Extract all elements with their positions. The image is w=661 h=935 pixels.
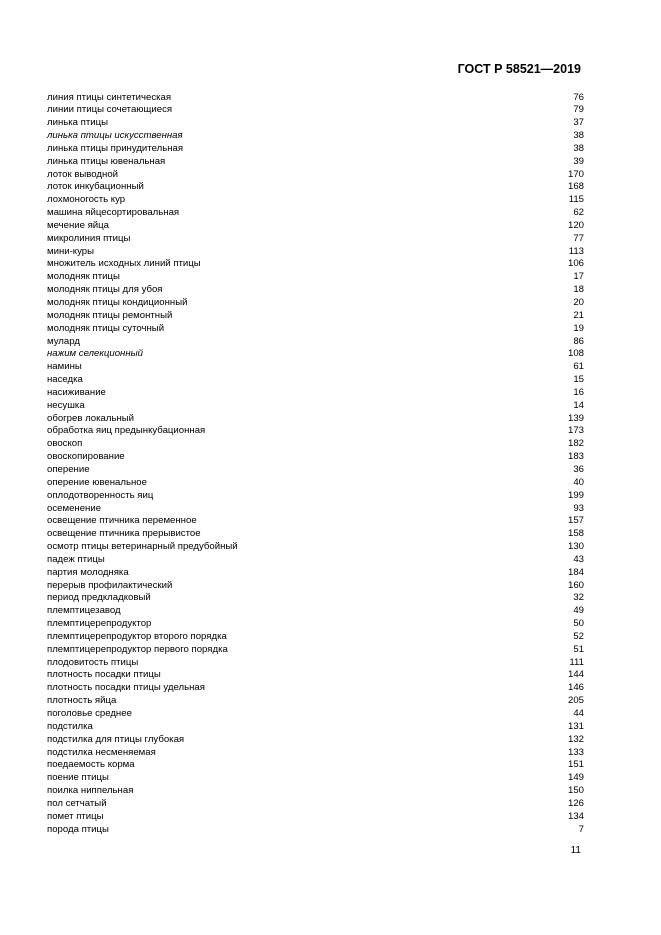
index-page-ref: 120 [567,219,584,231]
index-entry [47,759,584,772]
index-page-ref: 49 [573,605,584,617]
index-page-ref: 20 [573,297,584,308]
index-term: поедаемость корма [47,759,135,771]
index-term: оперение [47,463,90,475]
index-term: овоскоп [47,438,83,450]
index-page-ref: 183 [567,451,584,463]
index-term: перерыв профилактический [47,579,173,591]
index-entry [47,348,584,361]
index-page-ref: 19 [573,322,584,334]
index-entry [47,207,584,220]
index-term: лоток выводной [47,168,119,180]
index-entry [47,143,584,156]
index-term: период предкладковый [47,592,151,604]
index-term: мечение яйца [47,219,109,231]
index-page-ref: 111 [569,656,584,668]
index-page-ref: 173 [567,425,584,437]
index-page-ref: 21 [573,309,584,321]
index-term: молодняк птицы для убоя [47,284,163,296]
index-page-ref: 134 [567,810,584,822]
index-term: партия молодняка [47,566,129,578]
index-entry [47,438,584,451]
index-term: множитель исходных линий птицы [47,258,201,270]
index-term: плодовитость птицы [47,656,139,668]
index-page-ref: 184 [567,566,584,578]
index-page-ref: 15 [573,374,584,386]
index-entry [47,554,584,567]
index-term: лохмоногость кур [47,194,126,206]
index-term: намины [47,361,82,373]
index-entry [47,400,584,413]
index-page-ref: 93 [573,502,584,514]
index-page-ref: 43 [573,553,584,565]
index-entry [47,503,584,516]
index-term: линии птицы сочетающиеся [47,104,173,116]
index-page-ref: 113 [568,245,584,257]
index-page-ref: 144 [567,669,584,681]
index-term: линька птицы ювенальная [47,155,166,167]
index-page-ref: 160 [567,579,584,591]
index-entry [47,233,584,246]
index-page-ref: 7 [578,823,584,835]
index-term: плотность посадки птицы [47,669,161,681]
index-term: молодняк птицы ремонтный [47,309,173,321]
index-page-ref: 38 [573,142,584,154]
index-term: линька птицы [47,117,109,129]
index-term: освещение птичника переменное [47,515,197,527]
index-term: обработка яиц предынкубационная [47,425,206,437]
index-page-ref: 40 [573,476,584,488]
index-term: плотность яйца [47,695,117,707]
index-entry [47,387,584,400]
index-term: оперение ювенальное [47,476,147,488]
index-term: насиживание [47,386,106,398]
index-term: пол сетчатый [47,797,107,809]
index-page-ref: 44 [573,708,584,719]
index-entry [47,361,584,374]
index-entry [47,477,584,490]
index-page-ref: 115 [568,194,584,206]
index-entry [47,271,584,284]
index-page-ref: 37 [573,117,584,129]
index-page-ref: 130 [567,541,584,553]
index-entry [47,682,584,695]
index-page-ref: 149 [567,772,584,784]
index-entry [47,772,584,785]
index-term: лоток инкубационный [47,181,144,193]
index-page-ref: 61 [573,361,584,373]
index-page-ref: 38 [573,130,584,142]
index-page-ref: 14 [573,399,584,411]
page-number: 11 [570,845,581,856]
index-term: обогрев локальный [47,412,135,424]
index-entry [47,811,584,824]
index-entry [47,618,584,631]
index-term: поголовье среднее [47,708,132,719]
index-term: освещение птичника прерывистое [47,528,201,540]
index-entry [47,490,584,503]
index-entry [47,824,584,837]
index-entry [47,425,584,438]
index-entry [47,657,584,670]
index-page-ref: 17 [573,271,584,283]
index-entry [47,284,584,297]
index-entry [47,515,584,528]
index-term: наседка [47,374,83,386]
index-entry [47,567,584,580]
index-term: овоскопирование [47,451,125,463]
index-page-ref: 157 [567,515,584,527]
index-page-ref: 126 [567,797,584,809]
index-entry [47,798,584,811]
index-page-ref: 146 [567,682,584,694]
index-entry [47,246,584,259]
index-term: линия птицы синтетическая [47,91,172,103]
index-term: молодняк птицы [47,271,120,283]
index-page-ref: 62 [573,207,584,219]
index-term: мини-куры [47,245,95,257]
index-term: несушка [47,399,85,411]
index-page-ref: 182 [567,438,584,450]
document-code: ГОСТ Р 58521—2019 [457,62,581,76]
index-page-ref: 158 [567,528,584,540]
index-entry [47,310,584,323]
index-term: микролиния птицы [47,232,131,244]
index-entry [47,194,584,207]
index-term: поилка ниппельная [47,785,134,797]
index-page-ref: 168 [567,181,584,193]
index-entry [47,747,584,760]
index-page-ref: 79 [573,104,584,116]
index-entry [47,336,584,349]
index-page-ref: 170 [567,168,584,180]
index-entry [47,541,584,554]
index-entry [47,258,584,271]
index-entry [47,156,584,169]
index-entry [47,669,584,682]
index-page-ref: 32 [573,592,584,604]
index-term: плотность посадки птицы удельная [47,682,205,694]
index-entry [47,181,584,194]
index-entry [47,413,584,426]
index-term: подстилка [47,720,93,732]
index-page-ref: 16 [573,386,584,398]
index-entry [47,92,584,105]
index-entry [47,220,584,233]
index-term: племптицерепродуктор первого порядка [47,643,228,655]
index-page-ref: 77 [573,232,584,244]
index-page-ref: 205 [567,695,584,707]
index-entry [47,117,584,130]
index-entry [47,631,584,644]
index-entry [47,734,584,747]
index-term: племптицерепродуктор [47,618,152,630]
index-term: машина яйцесортировальная [47,207,180,219]
index-page-ref: 52 [573,630,584,642]
index-entry [47,451,584,464]
index-entry [47,374,584,387]
index-term: молодняк птицы кондиционный [47,297,188,308]
index-term: осмотр птицы ветеринарный предубойный [47,541,238,553]
index-page-ref: 36 [573,463,584,475]
index-entry [47,464,584,477]
index-page-ref: 139 [567,412,584,424]
index-term: линька птицы принудительная [47,142,184,154]
index-term: оплодотворенность яиц [47,489,154,501]
index-page-ref: 150 [567,785,584,797]
index-page-ref: 131 [567,720,584,732]
index-term: подстилка несменяемая [47,746,156,758]
index-term: подстилка для птицы глубокая [47,733,185,745]
index-entry [47,605,584,618]
index-entry [47,644,584,657]
index-entry [47,580,584,593]
index-term: поение птицы [47,772,109,784]
index-entry [47,169,584,182]
term-index-list [47,92,584,837]
index-entry [47,592,584,605]
index-term: мулард [47,335,80,347]
index-page-ref: 39 [573,155,584,167]
index-term: линька птицы искусственная [47,130,183,142]
index-entry [47,104,584,117]
index-term: осеменение [47,502,102,514]
index-entry [47,297,584,310]
index-page-ref: 133 [567,746,584,758]
index-entry [47,323,584,336]
index-entry [47,130,584,143]
index-page-ref: 106 [567,258,584,270]
index-entry [47,785,584,798]
index-term: племптицерепродуктор второго порядка [47,630,227,642]
index-entry [47,708,584,721]
index-page-ref: 50 [573,618,584,630]
index-page-ref: 199 [567,489,584,501]
index-page-ref: 132 [567,733,584,745]
index-term: молодняк птицы суточный [47,322,165,334]
index-entry [47,695,584,708]
index-page-ref: 18 [573,284,584,296]
index-term: нажим селекционный [47,348,143,360]
index-page-ref: 151 [567,759,584,771]
index-term: порода птицы [47,823,109,835]
index-page-ref: 86 [573,335,584,347]
index-entry [47,528,584,541]
index-page-ref: 76 [573,91,584,103]
index-page-ref: 108 [567,348,584,360]
index-entry [47,721,584,734]
index-term: племптицезавод [47,605,121,617]
index-page-ref: 51 [573,643,584,655]
index-term: падеж птицы [47,553,105,565]
index-term: помет птицы [47,810,104,822]
